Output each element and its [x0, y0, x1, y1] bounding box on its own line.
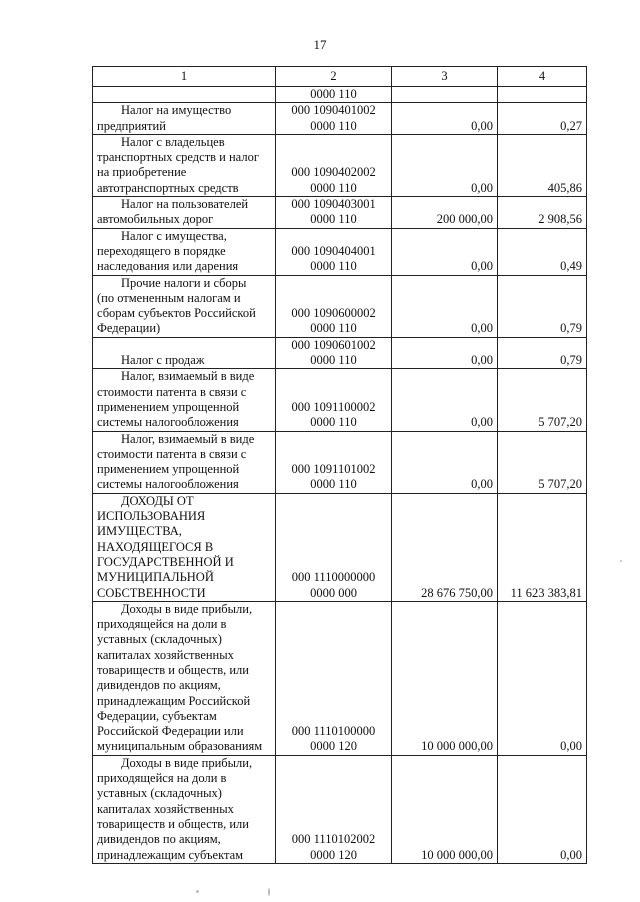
row-name-line: системы налогообложения — [97, 477, 239, 492]
budget-table — [92, 66, 587, 864]
row-code-line: 0000 120 — [310, 847, 357, 862]
row-name-line: Налог на имущество — [121, 103, 232, 118]
row-plan-value: 200 000,00 — [392, 197, 498, 229]
row-name-line: НАХОДЯЩЕГОСЯ В — [97, 539, 214, 554]
row-name-line: дивидендов по акциям, — [97, 678, 221, 693]
table-row — [93, 337, 587, 369]
row-name — [93, 601, 276, 755]
row-name-line: Доходы в виде прибыли, — [121, 755, 253, 770]
row-name — [93, 431, 276, 493]
row-code-line: 000 1110100000 — [291, 724, 376, 739]
row-code-line: 0000 110 — [310, 212, 357, 227]
row-name-line: применением упрощенной — [97, 399, 240, 414]
table-row — [93, 493, 587, 601]
row-name-line: товариществ и обществ, или — [97, 816, 249, 831]
row-name — [93, 87, 276, 103]
row-code — [276, 228, 392, 275]
row-name-line: муниципальным образованиям — [97, 739, 263, 754]
row-code-line: 000 1090404001 — [291, 243, 376, 258]
row-code — [276, 275, 392, 337]
row-code-line: 000 1090403001 — [291, 197, 376, 212]
row-code — [276, 337, 392, 369]
row-name-line: принадлежащим субъектам — [97, 847, 244, 862]
row-actual-value — [498, 87, 587, 103]
row-code-line: 0000 120 — [310, 739, 357, 754]
table-row — [93, 87, 587, 103]
row-name-line: ИСПОЛЬЗОВАНИЯ — [97, 509, 206, 524]
row-name — [93, 134, 276, 196]
row-name-line: уставных (складочных) — [97, 786, 222, 801]
row-name-line: МУНИЦИПАЛЬНОЙ — [97, 570, 214, 585]
row-code-line: 000 1090402002 — [291, 165, 376, 180]
row-code-line: 000 1090600002 — [291, 306, 376, 321]
row-code — [276, 431, 392, 493]
row-code-line: 0000 000 — [310, 585, 357, 600]
row-code — [276, 755, 392, 863]
row-name-line: применением упрощенной — [97, 462, 240, 477]
row-name-line: Доходы в виде прибыли, — [121, 601, 253, 616]
row-code — [276, 493, 392, 601]
row-plan-value — [392, 87, 498, 103]
row-plan-value: 10 000 000,00 — [392, 755, 498, 863]
row-code-line: 000 1090401002 — [291, 103, 376, 118]
row-name-line: СОБСТВЕННОСТИ — [97, 585, 206, 600]
header-col-2: 2 — [276, 67, 392, 87]
row-code-line: 0000 110 — [310, 180, 357, 195]
row-plan-value: 0,00 — [392, 337, 498, 369]
row-plan-value: 0,00 — [392, 369, 498, 431]
row-name-line: предприятий — [97, 118, 166, 133]
row-name — [93, 103, 276, 135]
scan-speck — [268, 888, 270, 896]
row-name-line: дивидендов по акциям, — [97, 832, 221, 847]
table-row — [93, 601, 587, 755]
row-name-line: ДОХОДЫ ОТ — [121, 493, 194, 508]
row-code-line: 000 1110000000 — [291, 570, 376, 585]
table-row — [93, 755, 587, 863]
row-name-line: стоимости патента в связи с — [97, 384, 247, 399]
row-code — [276, 103, 392, 135]
row-code-line: 0000 110 — [310, 353, 357, 368]
row-name-line: (по отмененным налогам и — [97, 290, 241, 305]
row-name-line: Прочие налоги и сборы — [121, 275, 247, 290]
row-code — [276, 87, 392, 103]
row-actual-value: 0,79 — [498, 337, 587, 369]
table-row — [93, 275, 587, 337]
row-name — [93, 228, 276, 275]
row-plan-value: 0,00 — [392, 103, 498, 135]
table-row — [93, 369, 587, 431]
row-code-line: 0000 110 — [310, 118, 357, 133]
table-row — [93, 228, 587, 275]
row-name-line: автотранспортных средств — [97, 180, 239, 195]
row-actual-value: 0,00 — [498, 755, 587, 863]
row-actual-value: 0,49 — [498, 228, 587, 275]
row-actual-value: 2 908,56 — [498, 197, 587, 229]
row-code-line: 000 1110102002 — [291, 832, 376, 847]
row-code — [276, 369, 392, 431]
row-name-line: сборам субъектов Российской — [97, 306, 256, 321]
row-actual-value: 11 623 383,81 — [498, 493, 587, 601]
row-code-line: 0000 110 — [310, 259, 357, 274]
row-code — [276, 134, 392, 196]
row-code-line: 0000 110 — [310, 477, 357, 492]
row-actual-value: 5 707,20 — [498, 369, 587, 431]
row-plan-value: 0,00 — [392, 228, 498, 275]
row-plan-value: 10 000 000,00 — [392, 601, 498, 755]
row-plan-value: 0,00 — [392, 431, 498, 493]
row-name-line: принадлежащим Российской — [97, 693, 251, 708]
row-name-line: системы налогообложения — [97, 415, 239, 430]
row-name — [93, 275, 276, 337]
row-code — [276, 197, 392, 229]
row-plan-value: 0,00 — [392, 275, 498, 337]
header-col-3: 3 — [392, 67, 498, 87]
page-number: 17 — [313, 37, 327, 52]
row-name-line: Налог, взимаемый в виде — [121, 369, 255, 384]
row-name-line: ИМУЩЕСТВА, — [97, 524, 182, 539]
row-code-line: 000 1091101002 — [291, 462, 376, 477]
row-actual-value: 5 707,20 — [498, 431, 587, 493]
row-name-line: стоимости патента в связи с — [97, 446, 247, 461]
row-name-line: Федерации) — [97, 321, 161, 336]
row-code-line: 0000 110 — [310, 415, 357, 430]
row-name-line: приходящейся на доли в — [97, 771, 227, 786]
row-name-line: переходящего в порядке — [97, 243, 226, 258]
table-row — [93, 431, 587, 493]
row-name-line: Российской Федерации или — [97, 724, 244, 739]
row-name — [93, 369, 276, 431]
row-actual-value: 0,00 — [498, 601, 587, 755]
row-code — [276, 601, 392, 755]
row-name-line: капиталах хозяйственных — [97, 647, 234, 662]
row-name — [93, 197, 276, 229]
row-name-line: приходящейся на доли в — [97, 617, 227, 632]
row-code-line: 0000 110 — [310, 321, 357, 336]
header-row — [93, 67, 587, 87]
row-plan-value: 0,00 — [392, 134, 498, 196]
row-name-line: Федерации, субъектам — [97, 708, 217, 723]
row-name — [93, 337, 276, 369]
row-code-line: 000 1091100002 — [291, 399, 376, 414]
table-row — [93, 197, 587, 229]
header-col-1: 1 — [93, 67, 276, 87]
scan-speck — [620, 560, 622, 562]
table-row — [93, 134, 587, 196]
scan-speck — [196, 890, 199, 893]
row-name-line: транспортных средств и налог — [97, 150, 259, 165]
row-name-line: Налог с имущества, — [121, 228, 227, 243]
row-name-line: капиталах хозяйственных — [97, 801, 234, 816]
row-name-line: товариществ и обществ, или — [97, 662, 249, 677]
row-name — [93, 755, 276, 863]
table-row — [93, 103, 587, 135]
row-code-line: 000 1090601002 — [291, 337, 376, 352]
row-name-line: наследования или дарения — [97, 259, 239, 274]
row-plan-value: 28 676 750,00 — [392, 493, 498, 601]
row-name-line: Налог с владельцев — [121, 134, 225, 149]
row-actual-value: 405,86 — [498, 134, 587, 196]
header-col-4: 4 — [498, 67, 587, 87]
row-name-line: автомобильных дорог — [97, 212, 214, 227]
row-actual-value: 0,27 — [498, 103, 587, 135]
row-name-line: Налог на пользователей — [121, 197, 249, 212]
row-code-line: 0000 110 — [310, 87, 357, 101]
row-name-line: Налог с продаж — [121, 353, 205, 368]
row-name — [93, 493, 276, 601]
row-name-line: Налог, взимаемый в виде — [121, 431, 255, 446]
row-name-line: на приобретение — [97, 165, 187, 180]
row-name-line: ГОСУДАРСТВЕННОЙ И — [97, 554, 234, 569]
row-actual-value: 0,79 — [498, 275, 587, 337]
row-name-line: уставных (складочных) — [97, 632, 222, 647]
